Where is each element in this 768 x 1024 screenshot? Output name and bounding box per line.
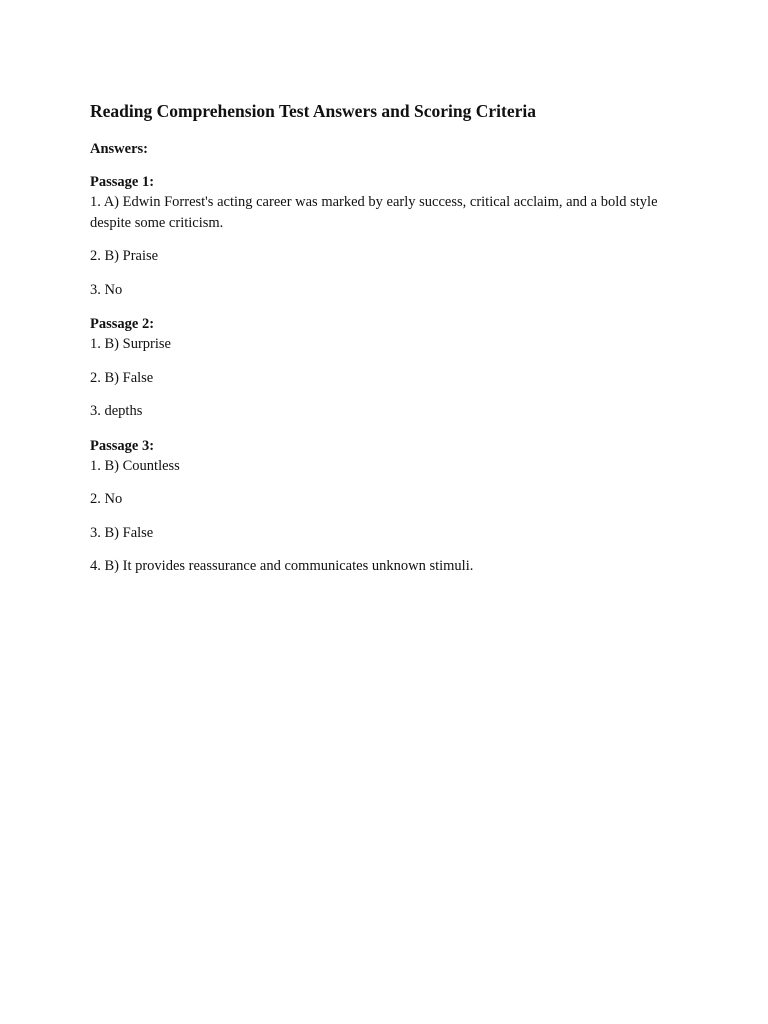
answer-item: 3. depths	[90, 403, 143, 419]
answer-item: 2. No	[90, 491, 123, 507]
answer-item: 2. B) False	[90, 369, 154, 386]
answer-item: 1. B) Surprise	[90, 336, 171, 352]
answer-item: 3. No	[90, 281, 123, 298]
answer-item: 4. B) It provides reassurance and communicates unknown stimuli.	[90, 558, 474, 574]
answer-item: 2. B) Praise	[90, 248, 159, 264]
passage-3	[90, 437, 670, 577]
document-content	[90, 100, 670, 592]
passage-1	[90, 173, 670, 300]
passage-heading: Passage 1:	[90, 174, 155, 190]
answers-heading: Answers:	[90, 141, 148, 157]
answer-item: 3. B) False	[90, 524, 154, 541]
passage-heading: Passage 3:	[90, 437, 155, 454]
answer-item: 1. B) Countless	[90, 457, 180, 474]
answer-item: 1. A) Edwin Forrest's acting career was marked by early success, critical acclaim, and a bold style despite some criticism.	[90, 194, 658, 231]
passage-2	[90, 315, 670, 422]
document-title: Reading Comprehension Test Answers and Scoring Criteria	[90, 101, 536, 121]
passage-heading: Passage 2:	[90, 316, 155, 332]
